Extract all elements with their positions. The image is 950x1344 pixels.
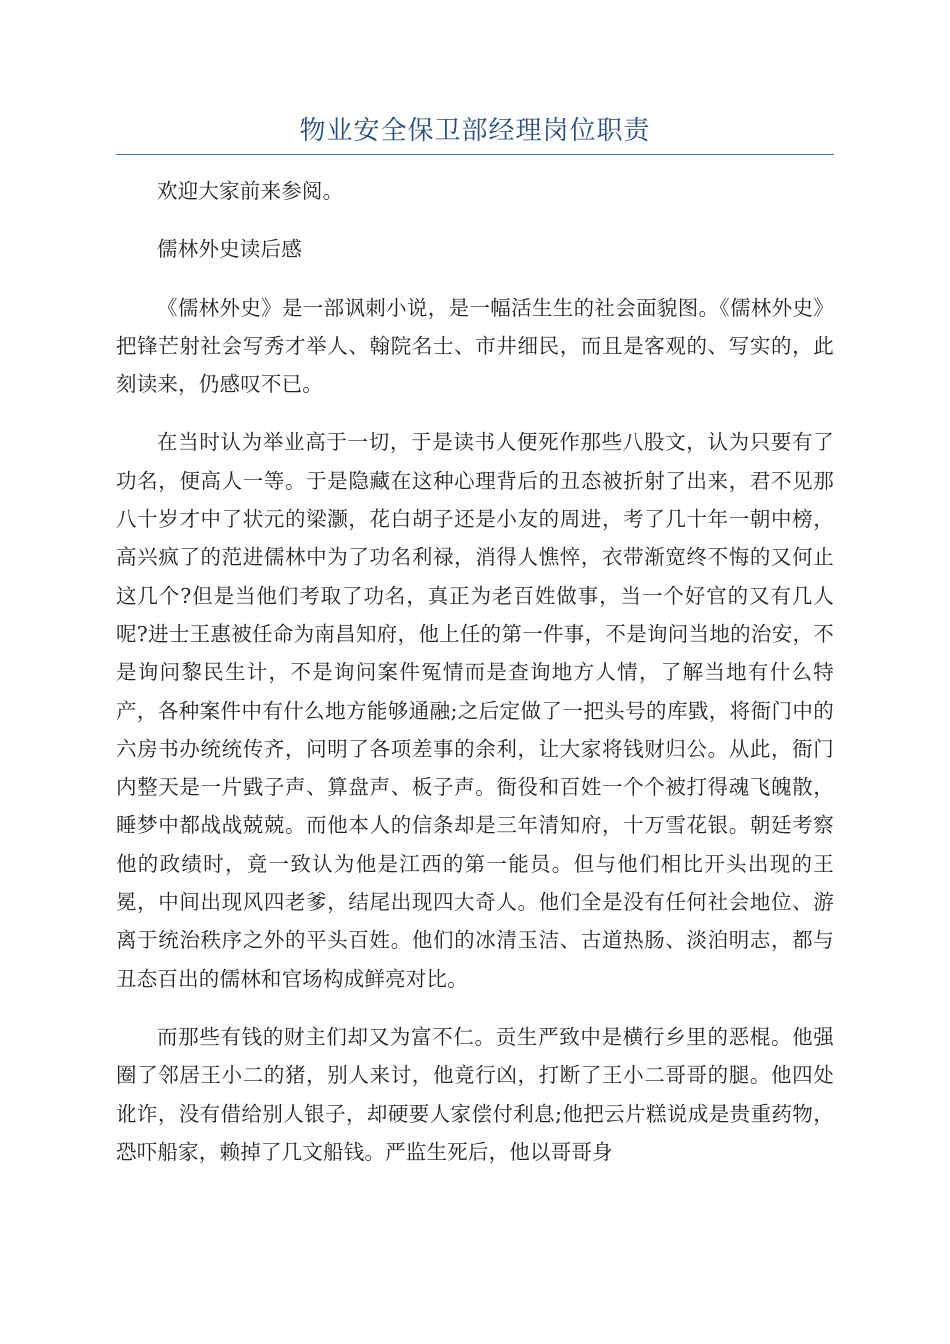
paragraph-welcome: 欢迎大家前来参阅。	[157, 179, 344, 203]
document-title: 物业安全保卫部经理岗位职责	[299, 116, 651, 146]
document-body	[116, 172, 834, 1191]
title-underline	[116, 154, 834, 155]
paragraph-body-1: 在当时认为举业高于一切，于是读书人便死作那些八股文，认为只要有了功名，便高人一等。于是隐藏在这种心理背后的丑态被折射了出来，君不见那八十岁才中了状元的梁灏，花白胡子还是小友的周进，考了几十年一朝中榜，高兴疯了的范进儒林中为了功名利禄，消得人憔悴，衣带渐宽终不悔的又何止这几个?但是当他们考取了功名，真正为老百姓做事，当一个好官的又有几人呢?进士王惠被任命为南昌知府，他上任的第一件事，不是询问当地的治安，不是询问黎民生计，不是询问案件冤情而是查询地方人情，了解当地有什么特产，各种案件中有什么地方能够通融;之后定做了一把头号的库戥，将衙门中的六房书办统统传齐，问明了各项差事的余利，让大家将钱财归公。从此，衙门内整天是一片戥子声、算盘声、板子声。衙役和百姓一个个被打得魂飞魄散，睡梦中都战战兢兢。而他本人的信条却是三年清知府，十万雪花银。朝廷考察他的政绩时，竟一致认为他是江西的第一能员。但与他们相比开头出现的王冕，中间出现风四老爹，结尾出现四大奇人。他们全是没有任何社会地位、游离于统治秩序之外的平头百姓。他们的冰清玉洁、古道热肠、淡泊明志，都与丑态百出的儒林和官场构成鲜亮对比。	[116, 430, 834, 991]
paragraph-intro: 《儒林外史》是一部讽刺小说，是一幅活生生的社会面貌图。《儒林外史》把锋芒射社会写秀才举人、翰院名士、市井细民，而且是客观的、写实的，此刻读来，仍感叹不已。	[116, 295, 834, 397]
paragraph-body-2: 而那些有钱的财主们却又为富不仁。贡生严致中是横行乡里的恶棍。他强圈了邻居王小二的猪，别人来讨，他竟行凶，打断了王小二哥哥的腿。他四处讹诈，没有借给别人银子，却硬要人家偿付利息;他把云片糕说成是贵重药物，恐吓船家，赖掉了几文船钱。严监生死后，他以哥哥身	[116, 1024, 834, 1164]
paragraph-subtitle: 儒林外史读后感	[157, 237, 302, 262]
